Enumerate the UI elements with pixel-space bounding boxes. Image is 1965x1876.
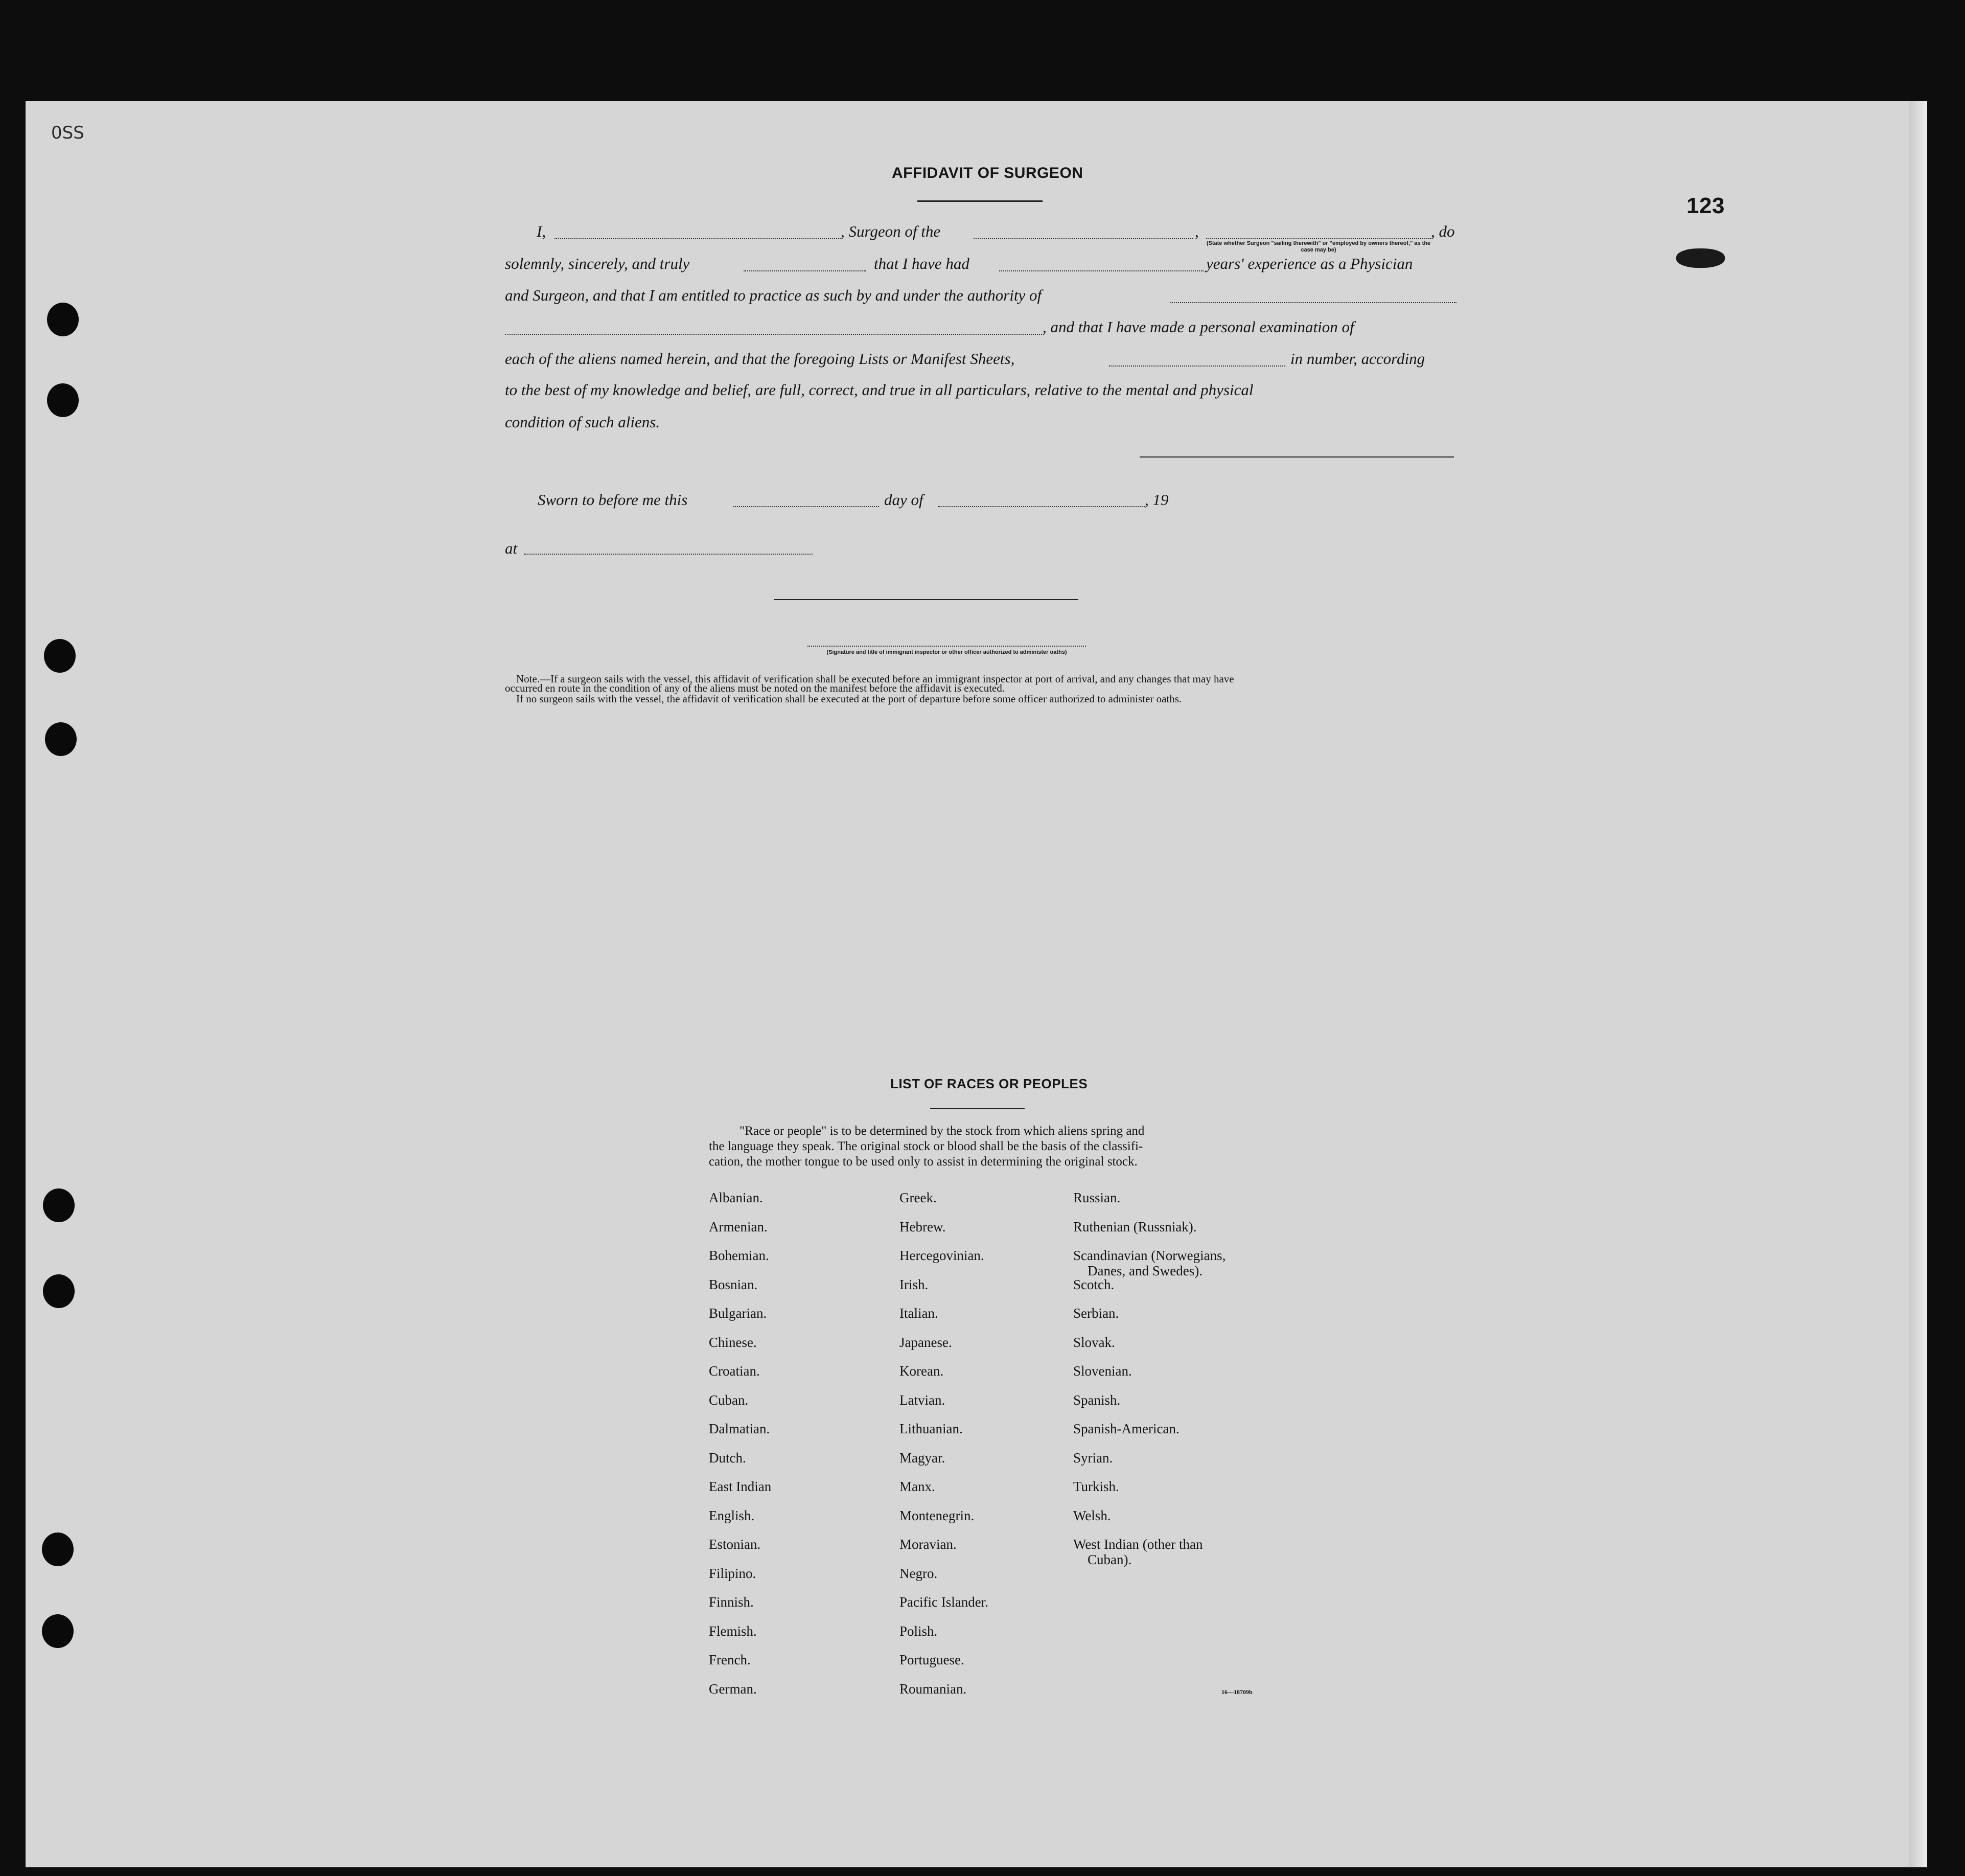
race-item: Latvian. [899, 1392, 945, 1408]
intro-line: "Race or people" is to be determined by the stock from which aliens spring and [739, 1124, 1145, 1138]
race-item: Montenegrin. [899, 1507, 975, 1523]
surgeon-name-field[interactable] [554, 238, 841, 239]
inspector-title-line[interactable] [807, 646, 1086, 647]
oath-field[interactable] [744, 270, 866, 271]
punch-hole [43, 1274, 75, 1308]
race-item: Armenian. [709, 1219, 768, 1234]
affidavit-text: , [1195, 222, 1199, 240]
sworn-month-field[interactable] [938, 506, 1145, 507]
affidavit-title: AFFIDAVIT OF SURGEON [892, 165, 1083, 181]
race-item: Albanian. [709, 1190, 763, 1205]
affidavit-text: and Surgeon, and that I am entitled to practice as such by and under the authority of [505, 286, 1042, 304]
race-item: Welsh. [1073, 1507, 1111, 1523]
race-item: Syrian. [1073, 1450, 1113, 1466]
intro-line: cation, the mother tongue to be used only to assist in determining the original stock. [709, 1155, 1138, 1169]
vessel-name-field[interactable] [974, 238, 1193, 239]
races-title: LIST OF RACES OR PEOPLES [890, 1076, 1088, 1091]
punch-hole [42, 1614, 74, 1648]
race-item: Croatian. [709, 1363, 760, 1379]
status-instruction: (State whether Surgeon "sailing therewith" or "employed by owners thereof," as the case may be) [1206, 240, 1431, 253]
title-underline [917, 200, 1043, 202]
races-title-underline [930, 1108, 1025, 1109]
intro-line: the language they speak. The original stock or blood shall be the basis of the classifi- [709, 1139, 1143, 1153]
races-intro [709, 1124, 1251, 1170]
redaction-blot [1676, 248, 1725, 268]
affidavit-text: condition of such aliens. [505, 413, 660, 431]
punch-hole [47, 303, 79, 336]
page-number: 123 [1686, 193, 1725, 218]
race-item: Slovak. [1073, 1334, 1115, 1350]
race-item: Flemish. [709, 1623, 757, 1639]
race-item: Portuguese. [899, 1652, 964, 1667]
race-item: East Indian [709, 1479, 772, 1494]
inspector-signature-line[interactable] [774, 599, 1078, 600]
form-code: 16—18709b [1221, 1688, 1253, 1696]
race-item: Hercegovinian. [899, 1248, 984, 1263]
race-item: Scotch. [1073, 1276, 1115, 1292]
race-item: Pacific Islander. [899, 1594, 988, 1610]
race-item: Dalmatian. [709, 1421, 770, 1436]
race-item: Cuban). [1088, 1552, 1132, 1567]
sheet-edge [1909, 101, 1927, 1867]
race-item: Greek. [899, 1190, 937, 1205]
punch-hole [47, 383, 79, 417]
race-item: Danes, and Swedes). [1088, 1263, 1203, 1278]
race-item: Magyar. [899, 1450, 945, 1466]
race-item: Cuban. [709, 1392, 749, 1408]
race-item: West Indian (other than [1073, 1537, 1203, 1552]
race-item: Polish. [899, 1623, 938, 1639]
sworn-text: , 19 [1145, 491, 1169, 509]
handwritten-mark: 0SS [51, 123, 84, 143]
surgeon-status-field[interactable] [1206, 238, 1431, 239]
race-item: Spanish. [1073, 1392, 1121, 1408]
signature-caption: (Signature and title of immigrant inspector or other officer authorized to administer oaths) [826, 649, 1067, 655]
affidavit-text: years' experience as a Physician [1206, 255, 1413, 272]
race-item: Hebrew. [899, 1219, 946, 1234]
at-place-field[interactable] [524, 554, 813, 555]
race-item: Turkish. [1073, 1479, 1119, 1494]
race-item: Italian. [899, 1306, 938, 1321]
sheet-count-field[interactable] [1109, 365, 1285, 367]
surgeon-signature-line[interactable] [1140, 456, 1454, 457]
race-item: Roumanian. [899, 1681, 967, 1697]
punch-hole [44, 639, 76, 673]
authority-field[interactable] [1170, 302, 1457, 303]
punch-hole [45, 722, 77, 756]
sworn-text: Sworn to before me this [538, 491, 688, 509]
race-item: Irish. [899, 1276, 929, 1292]
race-item: Bulgarian. [709, 1306, 767, 1321]
affidavit-text: , do [1431, 222, 1455, 240]
race-item: Dutch. [709, 1450, 746, 1466]
affidavit-text: that I have had [874, 255, 969, 272]
race-item: German. [709, 1681, 757, 1697]
at-label: at [505, 539, 518, 557]
authority-field-continued[interactable] [505, 334, 1044, 335]
punch-hole [42, 1532, 74, 1566]
years-experience-field[interactable] [999, 270, 1204, 271]
race-item: Finnish. [709, 1594, 754, 1610]
race-item: Lithuanian. [899, 1421, 963, 1436]
affidavit-text: , Surgeon of the [841, 222, 941, 240]
race-item: Filipino. [709, 1565, 756, 1581]
sworn-day-field[interactable] [733, 506, 879, 507]
punch-hole [43, 1188, 75, 1222]
affidavit-text: , and that I have made a personal examination of [1043, 318, 1354, 336]
affidavit-text: each of the aliens named herein, and that the foregoing Lists or Manifest Sheets, [505, 350, 1015, 368]
race-item: Slovenian. [1073, 1363, 1132, 1379]
race-item: Japanese. [899, 1334, 952, 1350]
race-item: Ruthenian (Russniak). [1073, 1219, 1197, 1234]
race-item: Bohemian. [709, 1248, 769, 1263]
affidavit-text: to the best of my knowledge and belief, are full, correct, and true in all particulars, relative to the mental and physical [505, 381, 1254, 399]
race-item: Korean. [899, 1363, 944, 1379]
note-text: occurred en route in the condition of any of the aliens must be noted on the manifest before the affidavit is executed. [505, 682, 1005, 694]
race-item: French. [709, 1652, 751, 1667]
note-text: Note.—If a surgeon sails with the vessel, this affidavit of verification shall be executed before an immigrant inspector at port of arrival, and any changes that may have [516, 673, 1234, 685]
race-item: Spanish-American. [1073, 1421, 1180, 1436]
race-item: Moravian. [899, 1537, 957, 1552]
affidavit-text: I, [537, 222, 546, 240]
race-item: English. [709, 1507, 755, 1523]
note-text: If no surgeon sails with the vessel, the affidavit of verification shall be executed at the port of departure before some officer authorized to administer oaths. [516, 693, 1182, 705]
race-item: Estonian. [709, 1537, 761, 1552]
affidavit-text: solemnly, sincerely, and truly [505, 255, 690, 272]
sworn-text: day of [884, 491, 923, 509]
race-item: Manx. [899, 1479, 935, 1494]
race-item: Chinese. [709, 1334, 757, 1350]
race-item: Negro. [899, 1565, 938, 1581]
affidavit-text: in number, according [1290, 350, 1425, 368]
race-item: Bosnian. [709, 1276, 758, 1292]
race-item: Scandinavian (Norwegians, [1073, 1248, 1226, 1263]
race-item: Serbian. [1073, 1306, 1119, 1321]
race-item: Russian. [1073, 1190, 1121, 1205]
